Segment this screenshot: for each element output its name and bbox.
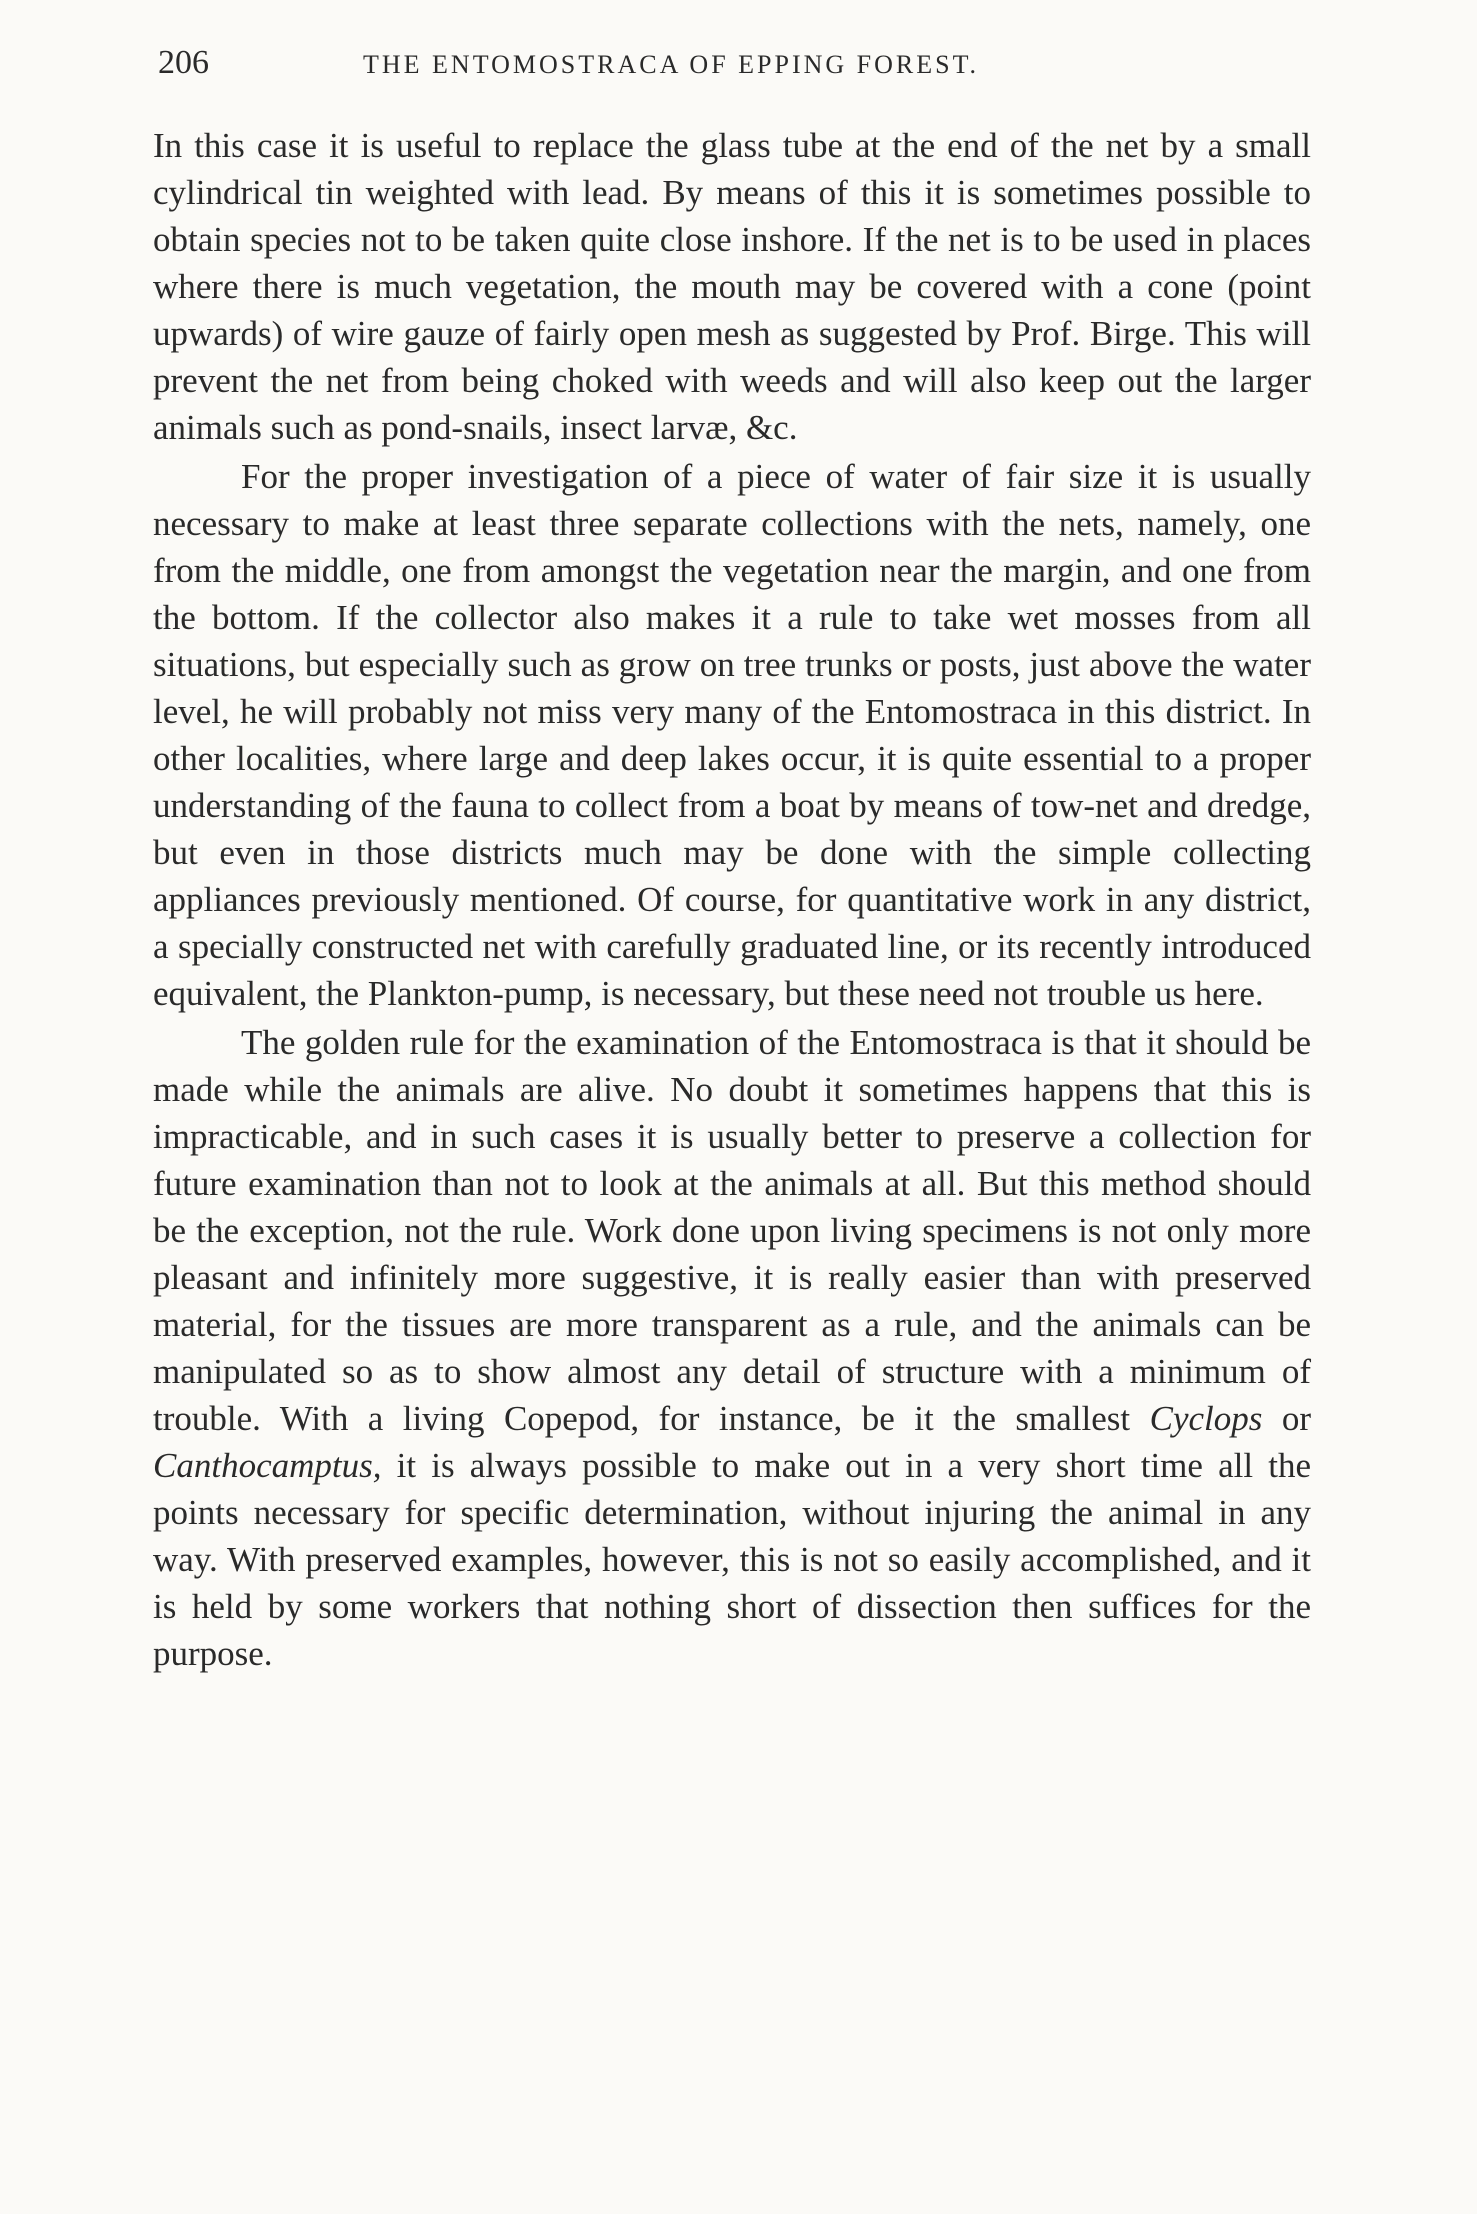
paragraph-1: In this case it is useful to replace the glass tube at the end of the net by a small cylindrical tin weighted with lead. By means of this it is sometimes possible to obtain species not to be taken quite close inshore. If the net is to be used in places where there is much vegetation, the mouth may be covered with a cone (point upwards) of wire gauze of fairly open mesh as suggested by Prof. Birge. This will prevent the net from being choked with weeds and will also keep out the larger animals such as pond-snails, insect larvæ, &c. xyxy=(153,126,1311,447)
paragraph-2: For the proper investigation of a piece of water of fair size it is usually necessary to make at least three separate collections with the nets, namely, one from the middle, one from amongst the vegetation near the margin, and one from the bottom. If the collector also makes it a rule to take wet mosses from all situations, but especially such as grow on tree trunks or posts, just above the water level, he will probably not miss very many of the Entomostraca in this district. In other localities, where large and deep lakes occur, it is quite essential to a proper understanding of the fauna to collect from a boat by means of tow-net and dredge, but even in those districts much may be done with the simple collecting appliances previously mentioned. Of course, for quantitative work in any district, a specially constructed net with carefully graduated line, or its recently introduced equivalent, the Plankton-pump, is necessary, but these need not trouble us here. xyxy=(153,457,1311,1013)
page-number: 206 xyxy=(158,44,209,81)
paragraph-3 xyxy=(153,1019,1311,1677)
paragraph-3-joiner: or xyxy=(1262,1399,1312,1438)
paragraph-3-part-2: it is always possible to make out in a very short time all the points necessary for specific determination, without injuring the animal in any way. With preserved examples, however, this is not so easily accomplished, and it is held by some workers that nothing short of dissection then suffices for the purpose. xyxy=(153,1446,1311,1673)
running-title: THE ENTOMOSTRACA OF EPPING FOREST. xyxy=(363,50,980,79)
genus-cyclops: Cyclops xyxy=(1149,1399,1263,1438)
running-head xyxy=(158,44,1318,94)
genus-canthocamptus: Canthocamptus, xyxy=(153,1446,382,1485)
body-text xyxy=(153,122,1311,1677)
paragraph-3-part-1: The golden rule for the examination of the Entomostraca is that it should be made while the animals are alive. No doubt it sometimes happens that this is impracticable, and in such cases it is usually better to preserve a collection for future examination than not to look at the animals at all. But this method should be the exception, not the rule. Work done upon living specimens is not only more pleasant and infinitely more suggestive, it is really easier than with preserved material, for the tissues are more transparent as a rule, and the animals can be manipulated so as to show almost any detail of structure with a minimum of trouble. With a living Copepod, for instance, be it the smallest xyxy=(153,1023,1311,1438)
